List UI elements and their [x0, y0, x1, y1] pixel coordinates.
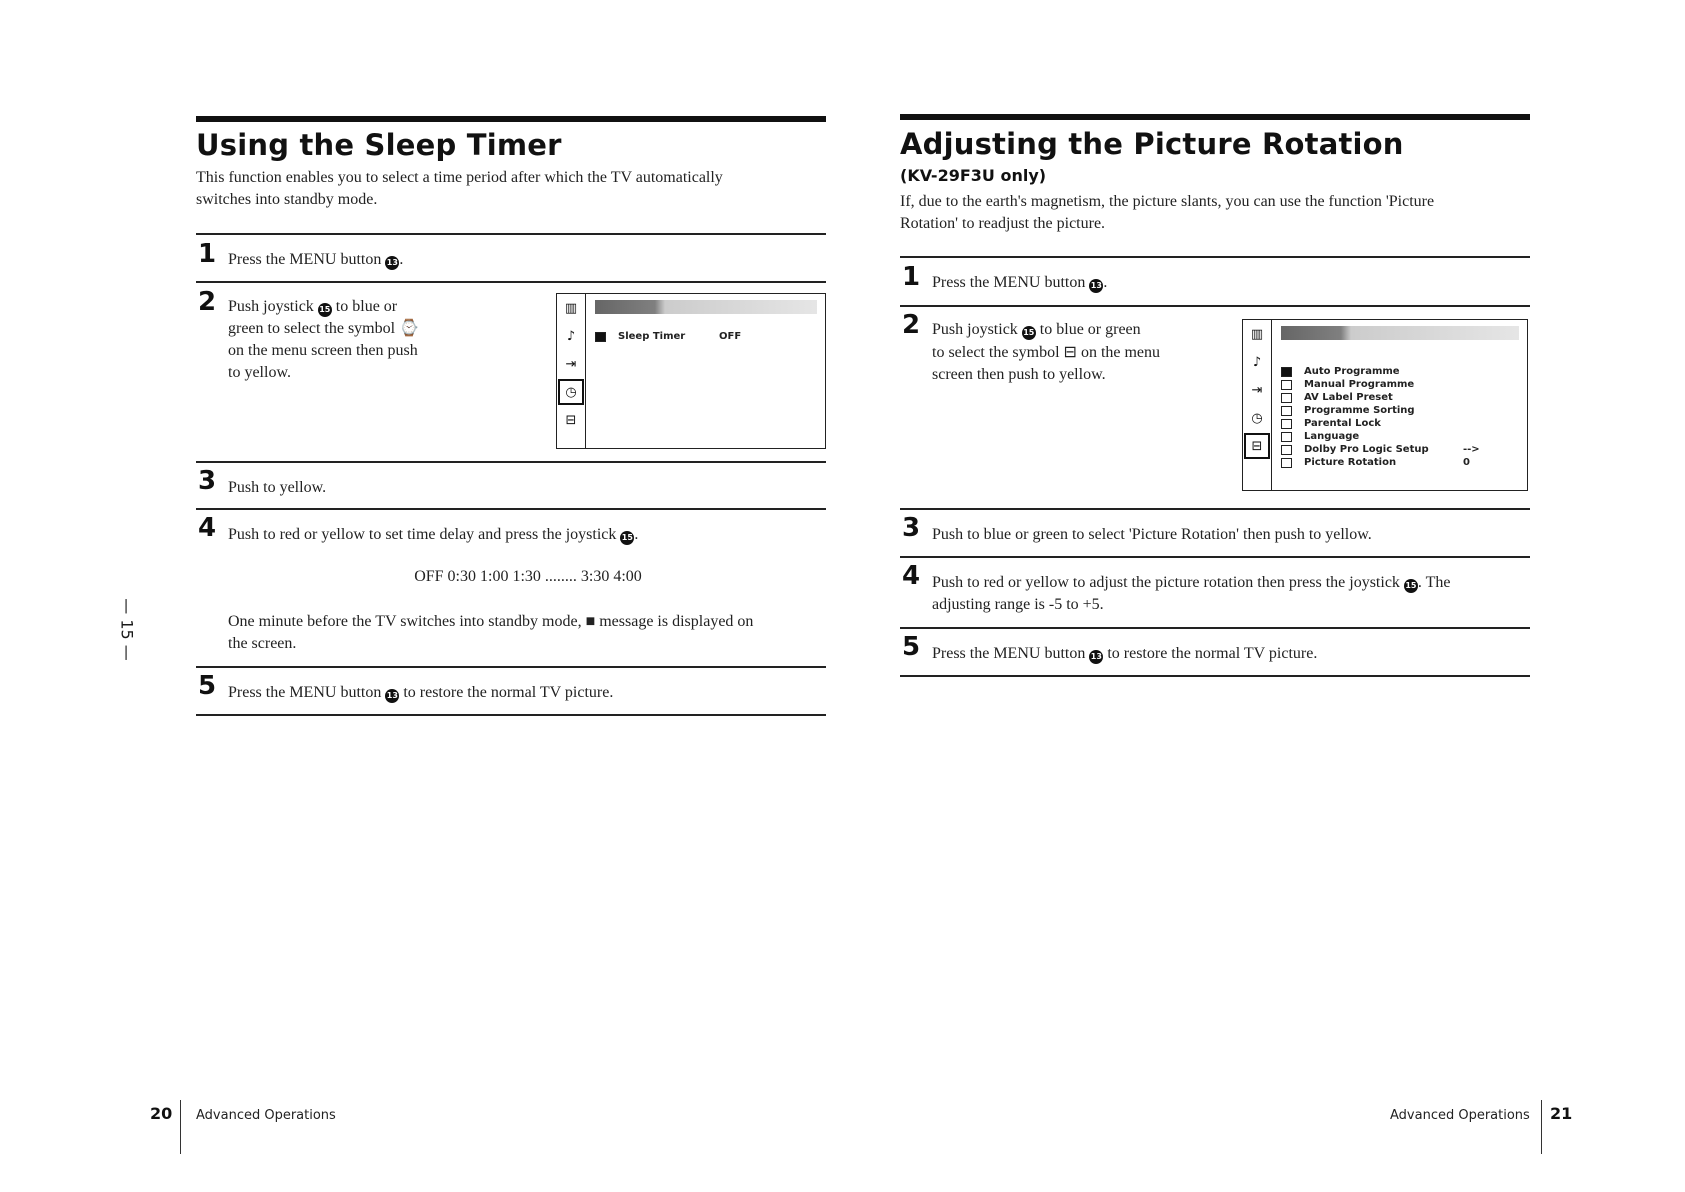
- setup-menu-row: [1281, 365, 1521, 378]
- left-step1-label: Press the MENU button: [228, 251, 382, 268]
- left-step3-number: 3: [198, 466, 217, 496]
- left-rule-5: [196, 666, 826, 668]
- left-intro-line2: switches into standby mode.: [196, 191, 378, 208]
- left-step5-number: 5: [198, 671, 217, 701]
- left-step4-text: Push to red or yellow to set time delay and press the joystick 15.: [228, 526, 639, 543]
- setup-symbol-icon: ⊟: [1063, 342, 1077, 361]
- sleep-timer-menu-screen: [556, 293, 826, 449]
- setup-menu-row: [1281, 404, 1521, 417]
- right-intro-line1: If, due to the earth's magnetism, the picture slants, you can use the function 'Picture: [900, 193, 1435, 210]
- left-step4-note-line2: the screen.: [228, 635, 297, 652]
- setup-menu-item-label: Dolby Pro Logic Setup: [1304, 444, 1429, 455]
- sleep-timer-label: Sleep Timer: [618, 331, 686, 342]
- menu-button-ref-icon: 13: [385, 256, 399, 270]
- item-checkbox: [1281, 419, 1292, 429]
- right-title-bar: [900, 114, 1530, 120]
- left-step5-label: Press the MENU button: [228, 684, 382, 701]
- right-page-title: Adjusting the Picture Rotation: [900, 127, 1404, 161]
- right-step2-line2a: to select the symbol: [932, 344, 1060, 361]
- setup-menu-row: [1281, 430, 1521, 443]
- right-page-number: 21: [1550, 1104, 1573, 1123]
- right-rule-5: [900, 627, 1530, 629]
- right-footer-divider: [1541, 1100, 1542, 1154]
- left-step5-label-after: to restore the normal TV picture.: [403, 684, 614, 701]
- right-step5-text: [932, 643, 1317, 665]
- menu-icon-column: [1243, 320, 1272, 490]
- setup-menu-row: [1281, 443, 1521, 456]
- left-rule-2: [196, 281, 826, 283]
- item-checkbox: [1281, 380, 1292, 390]
- setup-menu-item-value: -->: [1463, 444, 1480, 455]
- feature-menu-icon: ⇥: [565, 356, 577, 372]
- menu-icon-column: [557, 294, 586, 448]
- right-page-subtitle: (KV-29F3U only): [900, 166, 1047, 185]
- timer-menu-icon: ◷: [557, 378, 585, 406]
- left-step4-note-line1: One minute before the TV switches into standby mode, ■ message is displayed on: [228, 613, 754, 630]
- item-checkbox: [1281, 445, 1292, 455]
- left-step5-text: [228, 682, 613, 704]
- right-step2-line1b: to blue or green: [1039, 321, 1141, 338]
- setup-menu-icon: ⊟: [1243, 432, 1271, 460]
- right-step5-label-after: to restore the normal TV picture.: [1107, 645, 1318, 662]
- left-rule-1: [196, 233, 826, 235]
- setup-menu-row: [1281, 456, 1521, 469]
- left-intro: [196, 167, 723, 211]
- setup-menu-screen: [1242, 319, 1528, 491]
- joystick-ref-icon: 15: [1022, 326, 1036, 340]
- left-rule-3: [196, 461, 826, 463]
- left-step2-text: [228, 296, 419, 384]
- setup-menu-items: [1281, 365, 1521, 469]
- right-step4-number: 4: [902, 561, 921, 591]
- left-step2-line2: green to select the symbol ⌚: [228, 320, 419, 337]
- right-rule-6: [900, 675, 1530, 677]
- right-intro-line2: Rotation' to readjust the picture.: [900, 215, 1106, 232]
- right-step2-line1a: Push joystick: [932, 321, 1018, 338]
- right-step3-text: Push to blue or green to select 'Picture Rotation' then push to yellow.: [932, 526, 1372, 543]
- left-step2-line3: on the menu screen then push: [228, 342, 418, 359]
- menu-header-bar: [595, 300, 817, 314]
- right-rule-2: [900, 305, 1530, 307]
- right-rule-3: [900, 508, 1530, 510]
- sleep-timer-menu-items: [595, 330, 815, 343]
- sound-menu-icon: ♪: [566, 328, 576, 344]
- menu-button-ref-icon: 13: [385, 689, 399, 703]
- left-step4-number: 4: [198, 513, 217, 543]
- right-step4-line1b: . The: [1417, 574, 1451, 591]
- setup-menu-icon: ⊟: [565, 412, 577, 428]
- setup-menu-item-label: Parental Lock: [1304, 418, 1381, 429]
- item-checkbox: [1281, 393, 1292, 403]
- menu-button-ref-icon: 13: [1089, 279, 1103, 293]
- setup-menu-item-label: Picture Rotation: [1304, 457, 1397, 468]
- left-step2-line4: to yellow.: [228, 364, 291, 381]
- right-step5-number: 5: [902, 632, 921, 662]
- left-rule-4: [196, 508, 826, 510]
- setup-menu-item-label: Manual Programme: [1304, 379, 1415, 390]
- right-step1-label: Press the MENU button: [932, 274, 1086, 291]
- setup-menu-row: [1281, 417, 1521, 430]
- joystick-ref-icon: 15: [1404, 579, 1418, 593]
- right-rule-1: [900, 256, 1530, 258]
- setup-menu-item-label: AV Label Preset: [1304, 392, 1393, 403]
- setup-menu-item-label: Auto Programme: [1304, 366, 1400, 377]
- right-step1-number: 1: [902, 262, 921, 292]
- right-step2-text: [932, 319, 1160, 386]
- joystick-ref-icon: 15: [620, 531, 634, 545]
- right-footer-section: Advanced Operations: [1390, 1108, 1530, 1123]
- picture-menu-icon: ▥: [564, 300, 578, 316]
- item-checkbox: [1281, 458, 1292, 468]
- setup-menu-row: [1281, 378, 1521, 391]
- left-step4-note: [228, 611, 753, 655]
- setup-menu-item-label: Programme Sorting: [1304, 405, 1415, 416]
- left-intro-line1: This function enables you to select a time period after which the TV automatically: [196, 169, 723, 186]
- left-step2-number: 2: [198, 287, 217, 317]
- joystick-ref-icon: 15: [318, 303, 332, 317]
- picture-menu-icon: ▥: [1250, 326, 1264, 342]
- item-checkbox: [1281, 406, 1292, 416]
- right-step5-label: Press the MENU button: [932, 645, 1086, 662]
- sleep-timer-value: OFF: [719, 331, 742, 342]
- menu-button-ref-icon: 13: [1089, 650, 1103, 664]
- right-step4-line1a: Push to red or yellow to adjust the picture rotation then press the joystick: [932, 574, 1400, 591]
- side-page-number: — 15 —: [117, 598, 137, 661]
- left-step2-line1a: Push joystick: [228, 298, 314, 315]
- selected-item-marker: [595, 332, 606, 342]
- left-step4-label: Push to red or yellow to set time delay and press the joystick: [228, 526, 617, 543]
- left-page-number: 20: [150, 1104, 173, 1123]
- sleep-timer-row: [595, 330, 815, 343]
- right-step3-number: 3: [902, 513, 921, 543]
- feature-menu-icon: ⇥: [1251, 382, 1263, 398]
- right-step4-line2: adjusting range is -5 to +5.: [932, 596, 1104, 613]
- left-step2-line1b: to blue or: [335, 298, 398, 315]
- right-step2-line2b: on the menu: [1080, 344, 1161, 361]
- right-rule-4: [900, 556, 1530, 558]
- left-step1-number: 1: [198, 239, 217, 269]
- setup-menu-item-label: Language: [1304, 431, 1360, 442]
- left-rule-6: [196, 714, 826, 716]
- left-footer-section: Advanced Operations: [196, 1108, 336, 1123]
- left-title-bar: [196, 116, 826, 122]
- right-step2-number: 2: [902, 310, 921, 340]
- menu-header-bar: [1281, 326, 1519, 340]
- setup-menu-item-value: 0: [1463, 457, 1470, 468]
- left-step3-text: Push to yellow.: [228, 479, 327, 496]
- selected-item-marker: [1281, 367, 1292, 377]
- timer-menu-icon: ◷: [1251, 410, 1263, 426]
- right-step4-text: [932, 572, 1532, 616]
- timer-sequence: OFF 0:30 1:00 1:30 ........ 3:30 4:00: [414, 568, 642, 585]
- left-footer-divider: [180, 1100, 181, 1154]
- right-step2-line3: screen then push to yellow.: [932, 366, 1106, 383]
- right-step1-text: Press the MENU button 13.: [932, 274, 1108, 291]
- sound-menu-icon: ♪: [1252, 354, 1262, 370]
- setup-menu-row: [1281, 391, 1521, 404]
- left-step1-text: Press the MENU button 13.: [228, 251, 404, 268]
- item-checkbox: [1281, 432, 1292, 442]
- left-page-title: Using the Sleep Timer: [196, 128, 562, 162]
- right-intro: [900, 191, 1434, 235]
